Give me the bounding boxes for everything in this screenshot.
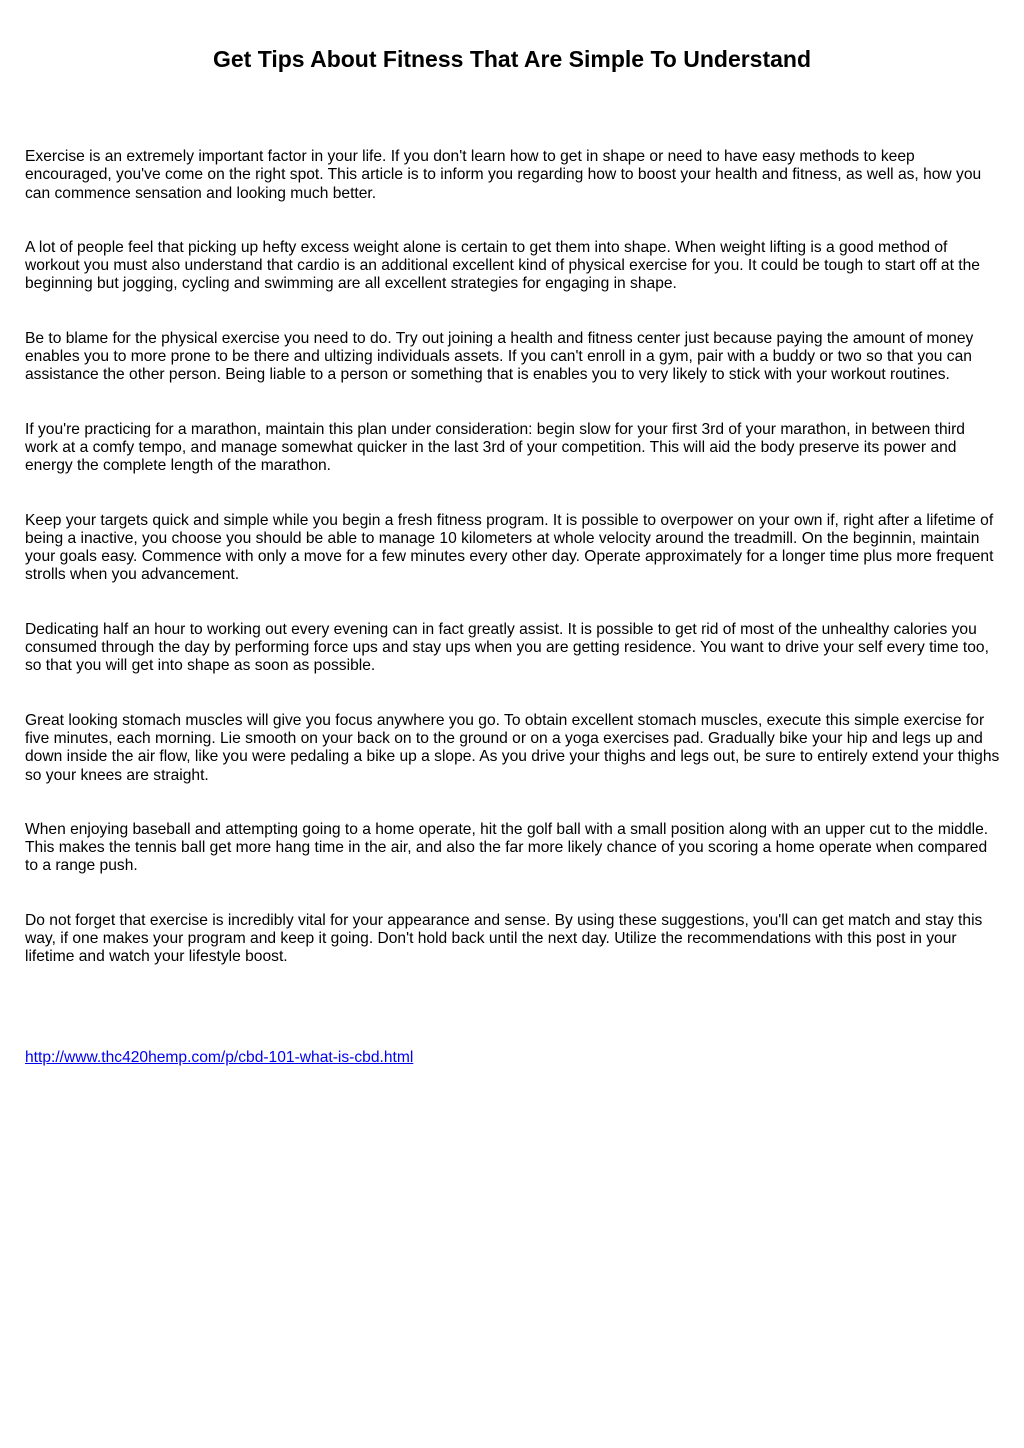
source-link[interactable]: http://www.thc420hemp.com/p/cbd-101-what-is-cbd.html — [25, 1049, 414, 1066]
paragraph-2: A lot of people feel that picking up hefty excess weight alone is certain to get them into shape. When weight lifting is a good method of workout you must also understand that cardio is an additional excellent kind of physical exercise for you. It could be tough to start off at the beginning but jogging, cycling and swimming are all excellent strategies for engaging in shape. — [25, 238, 980, 293]
source-link-container — [25, 1049, 413, 1067]
paragraph-1: Exercise is an extremely important factor in your life. If you don't learn how to get in shape or need to have easy methods to keep encouraged, you've come on the right spot. This article is to inform you regarding how to boost your health and fitness, as well as, how you can commence sensation and looking much better. — [25, 148, 982, 202]
paragraph-7: Great looking stomach muscles will give you focus anywhere you go. To obtain excellent stomach muscles, execute this simple exercise for five minutes, each morning. Lie smooth on your back on to the ground or on a yoga exercises pad. Gradually bike your hip and legs up and down inside the air flow, like you were pedaling a bike up a slope. As you drive your thighs and legs out, be sure to entirely extend your thighs so your knees are straight. — [25, 711, 1000, 784]
paragraph-3: Be to blame for the physical exercise you need to do. Try out joining a health and fitness center just because paying the amount of money enables you to more prone to be there and ultizing individuals assets. If you can't enroll in a gym, pair with a buddy or two so that you can assistance the other person. Being liable to a person or something that is enables you to very likely to stick with your workout routines. — [25, 329, 974, 384]
page-title: Get Tips About Fitness That Are Simple To Understand — [212, 46, 812, 72]
article-body — [25, 148, 1001, 1003]
paragraph-9: Do not forget that exercise is incredibly vital for your appearance and sense. By using these suggestions, you'll can get match and stay this way, if one makes your program and keep it going. Don't hold back until the next day. Utilize the recommendations with this post in your lifetime and watch your lifestyle boost. — [25, 911, 983, 966]
paragraph-5: Keep your targets quick and simple while you begin a fresh fitness program. It is possible to overpower on your own if, right after a lifetime of being a inactive, you choose you should be able to manage 10 kilometers at whole velocity around the treadmill. On the beginnin, maintain your goals easy. Commence with only a move for a few minutes every other day. Operate approximately for a longer time plus more frequent strolls when you advancement. — [25, 511, 994, 584]
paragraph-6: Dedicating half an hour to working out every evening can in fact greatly assist. It is possible to get rid of most of the unhealthy calories you consumed through the day by performing force ups and stay ups when you are getting residence. You want to drive your self every time too, so that you will get into shape as soon as possible. — [25, 620, 989, 675]
paragraph-4: If you're practicing for a marathon, maintain this plan under consideration: begin slow for your first 3rd of your marathon, in between third work at a comfy tempo, and manage somewhat quicker in the last 3rd of your competition. This will aid the body preserve its power and energy the complete length of the marathon. — [25, 420, 965, 475]
paragraph-8: When enjoying baseball and attempting going to a home operate, hit the golf ball with a small position along with an upper cut to the middle. This makes the tennis ball get more hang time in the air, and also the far more likely chance of you scoring a home operate when compared to a range push. — [25, 820, 989, 875]
